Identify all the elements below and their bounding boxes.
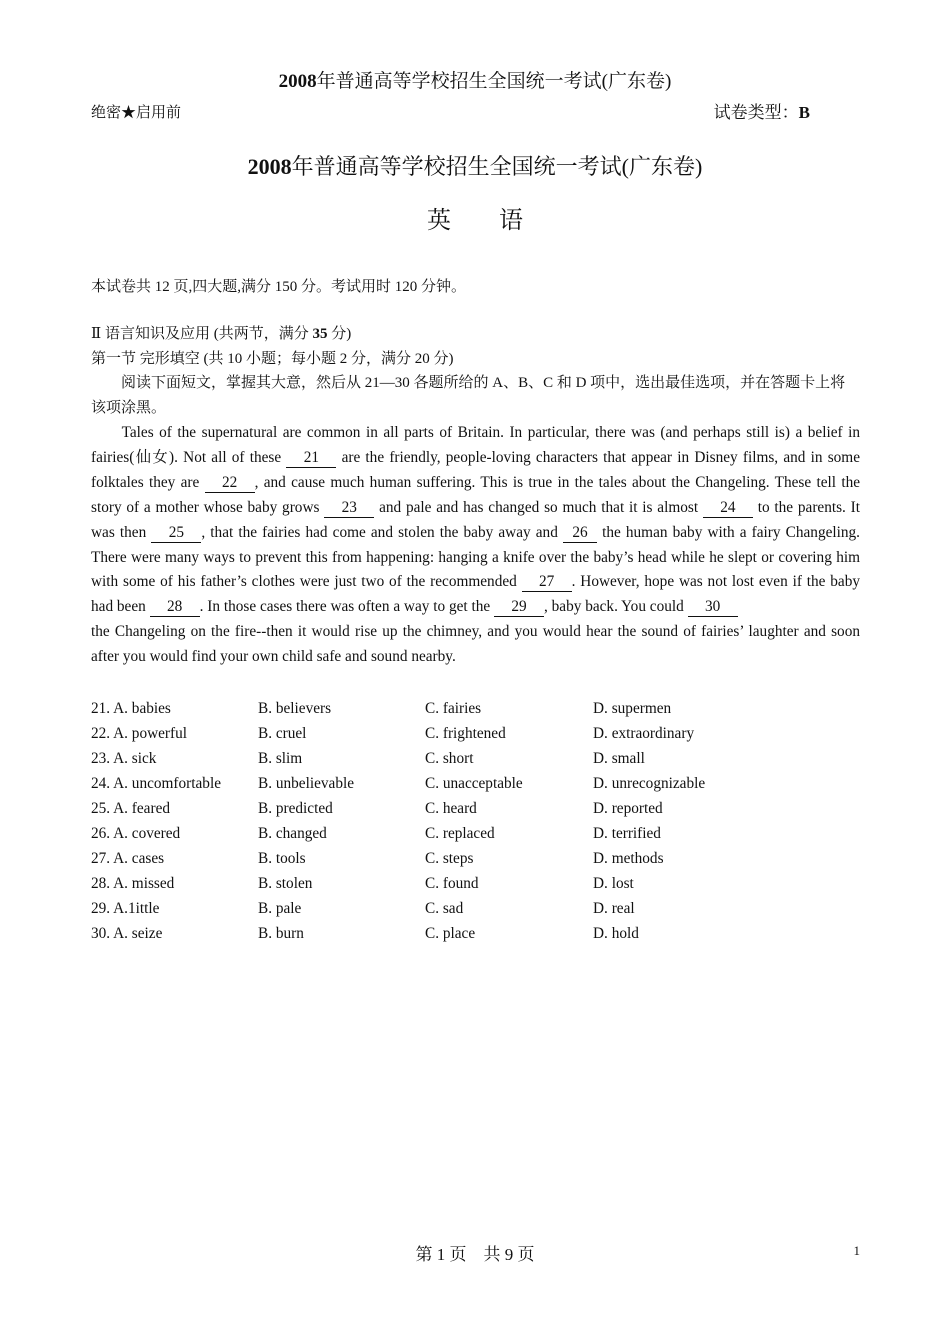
blank-27: 27	[522, 573, 572, 592]
option-d: D. hold	[593, 925, 639, 942]
blank-25: 25	[151, 524, 201, 543]
blank-28: 28	[150, 598, 200, 617]
option-d: D. real	[593, 900, 635, 917]
passage-text: , baby back. You could	[544, 598, 684, 616]
option-b: B. cruel	[258, 725, 307, 742]
option-row	[91, 746, 791, 771]
top-title-text: 年普通高等学校招生全国统一考试(广东卷)	[316, 71, 672, 92]
options-list	[91, 696, 791, 946]
part-label: Ⅱ 语言知识及应用 (共两节，满分	[91, 326, 309, 342]
passage-text: to the parents. It was then	[91, 498, 861, 541]
blank-21: 21	[286, 449, 336, 468]
option-b: B. believers	[258, 700, 332, 717]
option-a: 23. A. sick	[91, 750, 157, 767]
secret-label: 绝密★启用前	[91, 105, 182, 121]
option-a: 28. A. missed	[91, 875, 175, 892]
option-c: C. replaced	[425, 825, 495, 842]
option-c: C. fairies	[425, 700, 482, 717]
main-title-text: 年普通高等学校招生全国统一考试(广东卷)	[291, 154, 703, 179]
part-heading	[91, 322, 860, 347]
passage-text: the human baby with a fairy Changeling. There were many ways to prevent this from happening: hanging a knife over the baby’s head while he slept or covering him with some of his father’s clothes were just two of the recommended	[91, 523, 860, 591]
paper-type-value: B	[798, 103, 810, 122]
option-b: B. burn	[258, 925, 304, 942]
option-a: 22. A. powerful	[91, 725, 188, 742]
top-title	[0, 66, 950, 93]
option-d: D. extraordinary	[593, 725, 695, 742]
page-footer: 第 1 页 共 9 页	[415, 1245, 535, 1264]
passage-text: . However, hope was not lost even if the baby had been	[91, 573, 860, 616]
blank-24: 24	[703, 499, 753, 518]
main-title-year: 2008	[247, 154, 292, 179]
option-a: 21. A. babies	[91, 700, 171, 717]
option-row	[91, 921, 791, 946]
option-a: 29. A.1ittle	[91, 900, 160, 917]
option-row	[91, 846, 791, 871]
option-d: D. lost	[593, 875, 634, 892]
part-end: 分)	[331, 326, 352, 342]
paper-type	[714, 98, 810, 123]
option-c: C. place	[425, 925, 476, 942]
passage-text: , and cause much human suffering. This is true in the tales about the Changeling. These tell the story of a mother whose baby grows	[91, 473, 861, 516]
option-c: C. heard	[425, 800, 477, 817]
option-b: B. pale	[258, 900, 302, 917]
option-d: D. small	[593, 750, 645, 767]
passage-text: . In those cases there was often a way to get the	[199, 598, 491, 616]
option-row	[91, 821, 791, 846]
option-d: D. terrified	[593, 825, 661, 842]
blank-30: 30	[688, 598, 738, 617]
option-row	[91, 771, 791, 796]
option-b: B. predicted	[258, 800, 333, 817]
passage-text: Tales of the supernatural are common in all parts of Britain. In particular, there was (and perhaps still is) a belief in fairies(仙女). Not all of these	[91, 424, 860, 466]
option-b: B. changed	[258, 825, 327, 842]
passage-text: , that the fairies had come and stolen the baby away and	[201, 523, 558, 541]
subject-title: 英语	[427, 208, 571, 234]
main-title	[0, 150, 950, 181]
option-row	[91, 696, 791, 721]
option-a: 27. A. cases	[91, 850, 165, 867]
option-b: B. slim	[258, 750, 303, 767]
exam-info: 本试卷共 12 页,四大题,满分 150 分。考试用时 120 分钟。	[91, 279, 467, 295]
option-a: 30. A. seize	[91, 925, 163, 942]
option-c: C. found	[425, 875, 479, 892]
option-c: C. frightened	[425, 725, 506, 742]
option-a: 24. A. uncomfortable	[91, 775, 221, 792]
top-title-year: 2008	[278, 71, 317, 92]
passage-text: and pale and has changed so much that it is almost	[379, 498, 699, 516]
option-d: D. unrecognizable	[593, 775, 706, 792]
option-row	[91, 721, 791, 746]
option-c: C. short	[425, 750, 474, 767]
option-c: C. sad	[425, 900, 464, 917]
option-d: D. reported	[593, 800, 663, 817]
option-b: B. stolen	[258, 875, 313, 892]
option-d: D. methods	[593, 850, 664, 867]
part-score: 35	[312, 326, 328, 342]
passage-text: are the friendly, people-loving characters that appear in Disney films, and in some folktales they are	[91, 448, 860, 491]
section-heading: 第一节 完形填空 (共 10 小题；每小题 2 分，满分 20 分)	[91, 351, 454, 367]
option-d: D. supermen	[593, 700, 672, 717]
blank-22: 22	[205, 474, 255, 493]
option-row	[91, 871, 791, 896]
paper-type-label: 试卷类型：	[713, 103, 799, 122]
cloze-passage	[91, 421, 860, 670]
passage-text: the Changeling on the fire--then it would rise up the chimney, and you would hear the sound of fairies’ laughter and soon after you would find your own child safe and sound nearby.	[91, 623, 860, 666]
option-row	[91, 896, 791, 921]
option-row	[91, 796, 791, 821]
instruction: 阅读下面短文，掌握其大意，然后从 21—30 各题所给的 A、B、C 和 D 项中，选出最佳选项，并在答题卡上将该项涂黑。	[91, 375, 846, 416]
option-c: C. steps	[425, 850, 474, 867]
blank-23: 23	[324, 499, 374, 518]
option-c: C. unacceptable	[425, 775, 523, 792]
blank-29: 29	[494, 598, 544, 617]
blank-26: 26	[563, 524, 597, 543]
option-a: 26. A. covered	[91, 825, 181, 842]
option-b: B. tools	[258, 850, 306, 867]
option-b: B. unbelievable	[258, 775, 355, 792]
page-number: 1	[853, 1243, 860, 1258]
option-a: 25. A. feared	[91, 800, 171, 817]
